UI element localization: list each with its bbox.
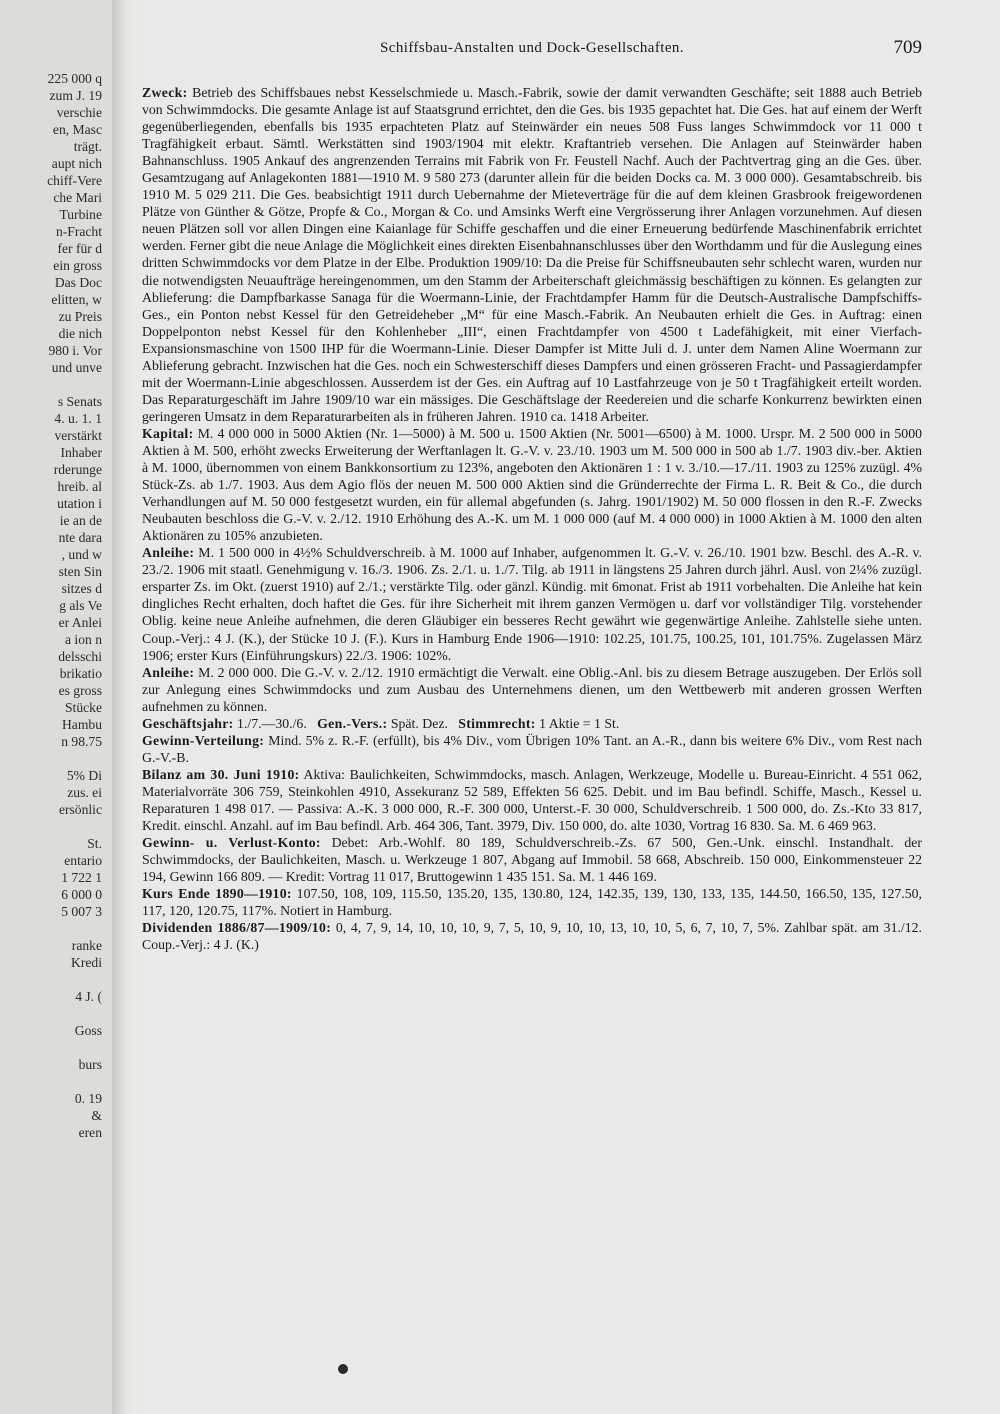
margin-fragment-line: verstärkt bbox=[54, 428, 102, 443]
margin-fragment-line: en, Masc bbox=[52, 122, 102, 137]
margin-fragment-line: 4. u. 1. 1 bbox=[54, 411, 102, 426]
margin-fragment-line: ein gross bbox=[53, 258, 102, 273]
margin-fragment-line: , und w bbox=[61, 547, 102, 562]
section-label: Anleihe: bbox=[142, 664, 195, 680]
section-zweck bbox=[142, 84, 922, 425]
margin-fragment-line bbox=[47, 1039, 102, 1056]
margin-fragment-line: delsschi bbox=[58, 649, 102, 664]
margin-fragment-line: g als Ve bbox=[59, 598, 102, 613]
margin-fragment-line: n 98.75 bbox=[61, 734, 102, 749]
margin-fragment-line: 1 722 1 bbox=[61, 870, 102, 885]
section-label: Zweck: bbox=[142, 85, 188, 100]
margin-fragment-line: a ion n bbox=[65, 632, 102, 647]
section-label: Gewinn-Verteilung: bbox=[142, 732, 265, 748]
margin-fragment-line: sitzes d bbox=[61, 581, 102, 596]
margin-fragment-line: chiff-Vere bbox=[47, 173, 102, 188]
section-anleihe-2 bbox=[142, 664, 922, 715]
margin-fragment-line: n-Fracht bbox=[55, 224, 102, 239]
margin-fragment-line: rderunge bbox=[53, 462, 102, 477]
margin-fragment-line: elitten, w bbox=[51, 292, 102, 307]
margin-fragment-line: Turbine bbox=[59, 207, 102, 222]
margin-fragment-line: und unve bbox=[51, 360, 102, 375]
margin-fragment-line: 0. 19 bbox=[74, 1091, 102, 1106]
margin-fragment-line: Kredi bbox=[71, 955, 102, 970]
margin-fragment-line: hreib. al bbox=[57, 479, 102, 494]
margin-fragment-line: ersönlic bbox=[58, 802, 102, 817]
margin-fragment-line bbox=[47, 971, 102, 988]
section-text: M. 4 000 000 in 5000 Aktien (Nr. 1—5000) à M. 500 u. 1500 Aktien (Nr. 5001—6500) à M. 1000. Urspr. M. 2 500 000 in 5000 Aktien à M. 500, erhöht zwecks Erweiterung der Werftanlagen lt. G.-V. v. 23./10. 1903 um M. 500 000 in 500 ab 1./7. 1903 div.-ber. Aktien à M. 1000, übernommen von einem Bankkonsortium zu 123%, angeboten den Aktionären 1 : 1 v. 3./10.—17./11. 1903 zu 125% zuzügl. 4% Stück-Zs. ab 1./7. 1903. Aus dem Agio flös der neuen M. 500 000 Aktien sind die Gründerrechte der Firma L. R. Beit & Co., die durch Verhandlungen auf M. 50 000 festgesetzt wurden, ein für allemal abgefunden (s. Jahrg. 1901/1902) M. 50 000 flossen in den R.-F. Zwecks Neubauten beschloss die G.-V. v. 2./12. 1910 Erhöhung des A.-K. um M. 1 000 000 (auf M. 4 000 000) in 1000 Aktien à M. 1000 den alten Aktionären zu 105% anzubieten. bbox=[142, 425, 922, 544]
margin-fragment-line: zum J. 19 bbox=[49, 88, 102, 103]
margin-fragment-line: che Mari bbox=[53, 190, 102, 205]
margin-fragment-line: ranke bbox=[71, 938, 102, 953]
margin-fragment-line: verschie bbox=[56, 105, 102, 120]
margin-fragment-line: er Anlei bbox=[58, 615, 102, 630]
section-text: M. 1 500 000 in 4½% Schuldverschreib. à M. 1000 auf Inhaber, aufgenommen lt. G.-V. v. 26./10. 1901 bzw. Beschl. des A.-R. v. 23./2. 1906 mit staatl. Genehmigung v. 16./3. 1906. Zs. 2./1. u. 1./7. Tilg. ab 1911 in längstens 25 Jahren durch jährl. Ausl. von 2¼% zuzügl. ersparter Zs. im Okt. (zuerst 1910) auf 2./1.; verstärkte Tilg. oder gänzl. Kündig. mit 6monat. Frist ab 1911 vorbehalten. Die Anleihe hat kein dingliches Recht erhalten, doch haftet die Ges. für ihre Sicherheit mit ihrem ganzen Vermögen u. darf vor vollständiger Tilg. vorstehender Oblig. keine neue Anleihe aufnehmen, die deren Gläubiger ein besseres Recht gewährt wie gegenwärtige Anleihe. Zahlstelle siehe unten. Coup.-Verj.: 4 J. (K.), der Stücke 10 J. (F.). Kurs in Hamburg Ende 1906—1910: 102.25, 101.75, 100.25, 101, 101.75%. Zugelassen März 1906; erster Kurs (Einführungskurs) 22./3. 1906: 102%. bbox=[142, 545, 923, 663]
page-content bbox=[142, 37, 923, 953]
section-label: Kurs Ende 1890—1910: bbox=[142, 886, 292, 902]
margin-fragment-line: fer für d bbox=[57, 241, 102, 256]
geschaeftsjahr-label: Geschäftsjahr: bbox=[142, 715, 234, 731]
margin-fragment-line: utation i bbox=[57, 496, 102, 511]
margin-fragment-line: ie an de bbox=[59, 513, 102, 528]
section-label: Anleihe: bbox=[142, 545, 195, 561]
geschaeftsjahr-value: 1./7.—30./6. bbox=[237, 715, 307, 731]
section-gewinn-verteilung bbox=[142, 732, 922, 766]
running-head bbox=[142, 37, 922, 68]
section-text: 107.50, 108, 109, 115.50, 135.20, 135, 130.80, 124, 142.35, 139, 130, 133, 135, 144.50, 166.50, 135, 127.50, 117, 120, 120.75, 117%. Notiert in Hamburg. bbox=[142, 886, 922, 919]
margin-fragment-line: 4 J. ( bbox=[75, 989, 102, 1004]
margin-fragment-line bbox=[47, 1073, 102, 1090]
section-anleihe-1 bbox=[142, 544, 922, 663]
section-kurs bbox=[142, 885, 922, 919]
margin-fragment-line: Inhaber bbox=[60, 445, 102, 460]
margin-fragment-line bbox=[47, 1005, 102, 1022]
margin-fragment-line: 5 007 3 bbox=[61, 904, 102, 919]
section-label: Bilanz am 30. Juni 1910: bbox=[142, 766, 300, 782]
margin-fragment-line: zu Preis bbox=[58, 309, 102, 324]
margin-fragment-line: eren bbox=[78, 1125, 102, 1140]
section-label: Gewinn- u. Verlust-Konto: bbox=[142, 835, 321, 851]
page-number: 709 bbox=[893, 37, 922, 58]
printer-mark-icon bbox=[338, 1364, 348, 1374]
margin-fragment-line: die nich bbox=[58, 326, 102, 341]
margin-fragment-line: s Senats bbox=[57, 394, 102, 409]
margin-fragment-line: Das Doc bbox=[54, 275, 102, 290]
margin-fragment-line: Goss bbox=[74, 1023, 102, 1038]
margin-fragment-line: zus. ei bbox=[67, 785, 102, 800]
margin-fragment-line: Hambu bbox=[61, 717, 102, 732]
margin-fragment-line bbox=[47, 818, 102, 835]
margin-fragment-line: aupt nich bbox=[51, 156, 102, 171]
page-title: Schiffsbau-Anstalten und Dock-Gesellschaften. bbox=[380, 40, 684, 56]
section-text: M. 2 000 000. Die G.-V. v. 2./12. 1910 ermächtigt die Verwalt. eine Oblig.-Anl. bis zu diesem Betrage auszugeben. Der Erlös soll zur Anlegung eines Schwimmdocks und zum Ausbau des Unternehmens dienen, um den Wettbewerb mit anderen grossen Werften aufnehmen zu können. bbox=[142, 664, 922, 714]
book-gutter bbox=[112, 0, 138, 1414]
section-dividenden bbox=[142, 919, 922, 953]
section-text: Aktiva: Baulichkeiten, Schwimmdocks, masch. Anlagen, Werkzeuge, Modelle u. Bureau-Einricht. 4 551 062, Materialvorräte 306 759, Steinkohlen 4910, Assekuranz 52 589, Effekten 56 625. Debit. und im Bau befindl. Schiffe, Masch., Kessel u. Reparaturen 1 498 017. — Passiva: A.-K. 3 000 000, R.-F. 300 000, Unterst.-F. 30 000, Schuldverschreib. 1 500 000, do. Zs.-Kto 33 817, Kredit. einschl. Anzahl. auf im Bau befindl. Arb. 464 306, Tant. 3979, Div. 150 000, do. alte 1030, Vortrag 16 830. Sa. M. 6 469 963. bbox=[142, 766, 922, 834]
margin-fragment-line: nte dara bbox=[58, 530, 102, 545]
section-text: Betrieb des Schiffsbaues nebst Kesselschmiede u. Masch.-Fabrik, sowie der damit verwandten Geschäfte; seit 1888 auch Betrieb von Schwimmdocks. Die gesamte Anlage ist auf Staatsgrund errichtet, den die Ges. bis 1935 gepachtet hat. Die Ges. hat auf einem der Werft gegenüberliegenden, ebenfalls bis 1935 erpachteten Platz auf Steinwärder ein neues 508 Fuss langes Schwimmdock vor 11 000 t Tragfähigkeit erbaut. Sämtl. Werkstätten sind 1903/1904 mit elektr. Kraftantrieb versehen. Die Anlagen auf Steinwärder haben Bahnanschluss. 1905 Ankauf des angrenzenden Terrains mit Fabrik von Fr. Feustell Nachf. Auch der Pachtvertrag ging an die Ges. über. Gesamtzugang auf Anlagekonten 1881—1910 M. 9 580 273 (darunter allein für die beiden Docks ca. M. 3 000 000). Gesamtabschreib. bis 1910 M. 5 029 211. Die Ges. beabsichtigt 1911 durch Uebernahme der Mieteverträge für die auf dem kleinen Grasbrook freigewordenen Plätze von Günther & Götze, Propfe & Co., Morgan & Co. und Amsinks Werft eine Vergrösserung ihrer Anlagen vorzunehmen. Auf diesen neuen Plätzen soll vor allen Dingen eine Kaianlage für Schiffe geschaffen und die einer Erneuerung bedürfende Maschinenfabrik errichtet werden. Ferner gibt die neue Anlage die Möglichkeit eines direkten Eisenbahnanschlusses über den Worthdamm und für die Auslegung eines dritten Schwimmdocks vor dem Platze in der Elbe. Produktion 1909/10: Da die Preise für Schiffsneubauten sehr schlecht waren, wurden nur die notwendigsten Neuaufträge hereingenommen, um den Stamm der Arbeiterschaft gleichmässig beschäftigen zu können. Es gelangten zur Ablieferung: die Dampfbarkasse Sanaga für die Woermann-Linie, der Frachtdampfer Hamm für die Deutsch-Australische Dampfschiffs-Ges., ein Ponton nebst Kessel für den Getreideheber „M“ für eine Masch.-Fabrik. An Neubauten erhielt die Ges. in Auftrag: einen Doppelponton nebst Kessel für den Kohlenheber „III“, einen Frachtdampfer von 4500 t Ladefähigkeit, mit einer Vierfach-Expansionsmaschine von 1500 IHP für die Woermann-Linie. Dieser Dampfer ist Mitte Juli d. J. unter dem Namen Aline Woermann zur Ablieferung gebracht. Inzwischen hat die Ges. noch ein Schwesterschiff dieses Dampfers und einen grösseren Fracht- und Passagierdampfer mit der Woermann-Linie abgeschlossen. Ausserdem ist der Ges. ein Auftrag auf 10 Lastfahrzeuge von je 50 t Tragfähigkeit erteilt worden. Das Reparaturgeschäft im Jahre 1909/10 war ein mässiges. Die Geschäftslage der Reedereien und die scharfe Konkurrenz bewirkten einen geringeren Umsatz in dem Reparaturarbeiten als in früheren Jahren. 1910 ca. 1418 Arbeiter. bbox=[142, 85, 922, 424]
section-text: Debet: Arb.-Wohlf. 80 189, Schuldverschreib.-Zs. 67 500, Gen.-Unk. einschl. Instandhalt. der Schwimmdocks, der Baulichkeiten, Masch. u. Werkzeuge 1 807, Abgang auf Immobil. 58 668, Abschreib. 150 000, Einkommensteuer 22 194, Gewinn 166 809. — Kredit: Vortrag 11 017, Bruttogewinn 1 435 151. Sa. M. 1 446 169. bbox=[142, 835, 923, 885]
margin-fragment-line bbox=[47, 376, 102, 393]
gen-vers-value: Spät. Dez. bbox=[390, 715, 448, 731]
margin-fragment-line: brikatio bbox=[59, 666, 102, 681]
stimmrecht-value: 1 Aktie = 1 St. bbox=[539, 715, 620, 731]
margin-fragment-line: entario bbox=[64, 853, 102, 868]
margin-fragment-line: & bbox=[91, 1108, 102, 1123]
margin-fragment-line bbox=[47, 920, 102, 937]
section-text: 0, 4, 7, 9, 14, 10, 10, 10, 9, 7, 5, 10, 9, 10, 10, 13, 10, 10, 5, 6, 7, 10, 7, 5%. Zahlbar spät. am 31./12. Coup.-Verj.: 4 J. (K.) bbox=[142, 920, 923, 953]
previous-page-text-fragments bbox=[47, 70, 102, 1141]
margin-fragment-line: burs bbox=[78, 1057, 102, 1072]
stimmrecht-label: Stimmrecht: bbox=[458, 715, 536, 731]
previous-page-edge bbox=[0, 0, 113, 1414]
section-text: Mind. 5% z. R.-F. (erfüllt), bis 4% Div., vom Übrigen 10% Tant. an A.-R., dann bis weitere 6% Div., vom Rest nach G.-V.-B. bbox=[142, 732, 923, 765]
margin-fragment-line: St. bbox=[87, 836, 102, 851]
section-meta-line bbox=[142, 715, 922, 732]
margin-fragment-line: 225 000 q bbox=[47, 71, 102, 86]
margin-fragment-line: 6 000 0 bbox=[61, 887, 102, 902]
margin-fragment-line: Stücke bbox=[65, 700, 102, 715]
section-label: Kapital: bbox=[142, 425, 194, 441]
margin-fragment-line: 980 i. Vor bbox=[48, 343, 102, 358]
section-kapital bbox=[142, 425, 922, 544]
margin-fragment-line: 5% Di bbox=[66, 768, 102, 783]
margin-fragment-line: trägt. bbox=[73, 139, 102, 154]
margin-fragment-line: sten Sin bbox=[58, 564, 102, 579]
margin-fragment-line: es gross bbox=[58, 683, 102, 698]
section-gewinn-verlust bbox=[142, 834, 922, 885]
margin-fragment-line bbox=[47, 750, 102, 767]
section-bilanz bbox=[142, 766, 922, 834]
section-label: Dividenden 1886/87—1909/10: bbox=[142, 920, 332, 936]
gen-vers-label: Gen.-Vers.: bbox=[317, 715, 388, 731]
